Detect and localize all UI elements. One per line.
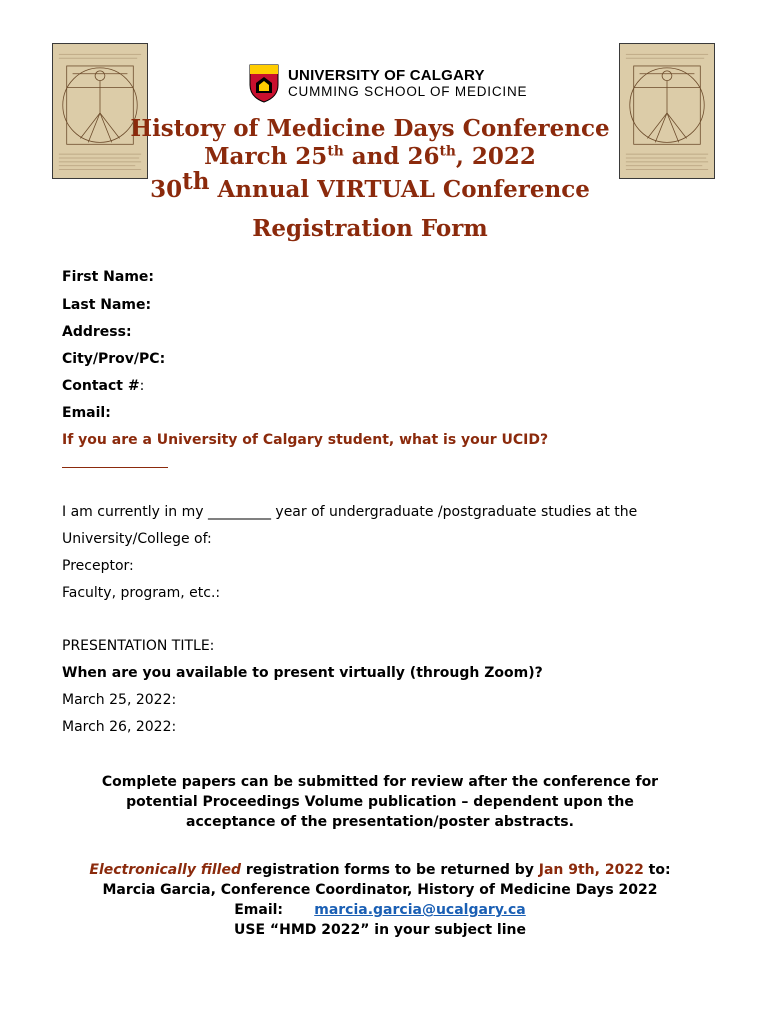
subject-line-instruction: USE “HMD 2022” in your subject line bbox=[234, 922, 526, 938]
conference-title: History of Medicine Days Conference bbox=[130, 115, 610, 142]
conference-dates: March 25th and 26th, 2022 bbox=[204, 143, 536, 170]
coordinator-email-link[interactable]: marcia.garcia@ucalgary.ca bbox=[314, 902, 526, 918]
year-of-study-line: I am currently in my _________ year of undergraduate /postgraduate studies at the bbox=[62, 504, 638, 520]
last-name-label: Last Name: bbox=[62, 297, 152, 313]
preceptor-label: Preceptor: bbox=[62, 558, 134, 574]
presentation-title-label: PRESENTATION TITLE: bbox=[62, 638, 215, 654]
university-logo bbox=[248, 62, 527, 104]
date-option-march-25: March 25, 2022: bbox=[62, 692, 177, 708]
form-title: Registration Form bbox=[252, 215, 488, 242]
logo-line-university: UNIVERSITY OF CALGARY bbox=[288, 66, 485, 84]
return-instructions: Electronically filled registration forms to be returned by Jan 9th, 2022 to: bbox=[89, 862, 671, 878]
crest-icon bbox=[248, 63, 280, 103]
faculty-label: Faculty, program, etc.: bbox=[62, 585, 221, 601]
university-label: University/College of: bbox=[62, 531, 212, 547]
conference-subtitle: 30th Annual VIRTUAL Conference bbox=[150, 167, 590, 203]
first-name-label: First Name: bbox=[62, 269, 155, 285]
proceedings-notice: Complete papers can be submitted for review after the conference for potential Proceedings Volume publication – dependent upon the acceptance of the presentation/poster abstracts. bbox=[101, 774, 659, 830]
ucid-blank[interactable] bbox=[62, 467, 168, 468]
email-label: Email: bbox=[62, 405, 111, 421]
submission-instructions bbox=[40, 860, 720, 940]
coordinator-line: Marcia Garcia, Conference Coordinator, History of Medicine Days 2022 bbox=[102, 882, 658, 898]
ucid-question: If you are a University of Calgary student, what is your UCID? bbox=[62, 432, 549, 448]
city-label: City/Prov/PC: bbox=[62, 351, 166, 367]
contact-email-line: Email: marcia.garcia@ucalgary.ca bbox=[234, 902, 526, 918]
logo-line-school: CUMMING SCHOOL OF MEDICINE bbox=[288, 83, 528, 99]
address-label: Address: bbox=[62, 324, 132, 340]
contact-label: Contact #: bbox=[62, 378, 145, 394]
date-option-march-26: March 26, 2022: bbox=[62, 719, 177, 735]
availability-question: When are you available to present virtually (through Zoom)? bbox=[62, 665, 543, 681]
